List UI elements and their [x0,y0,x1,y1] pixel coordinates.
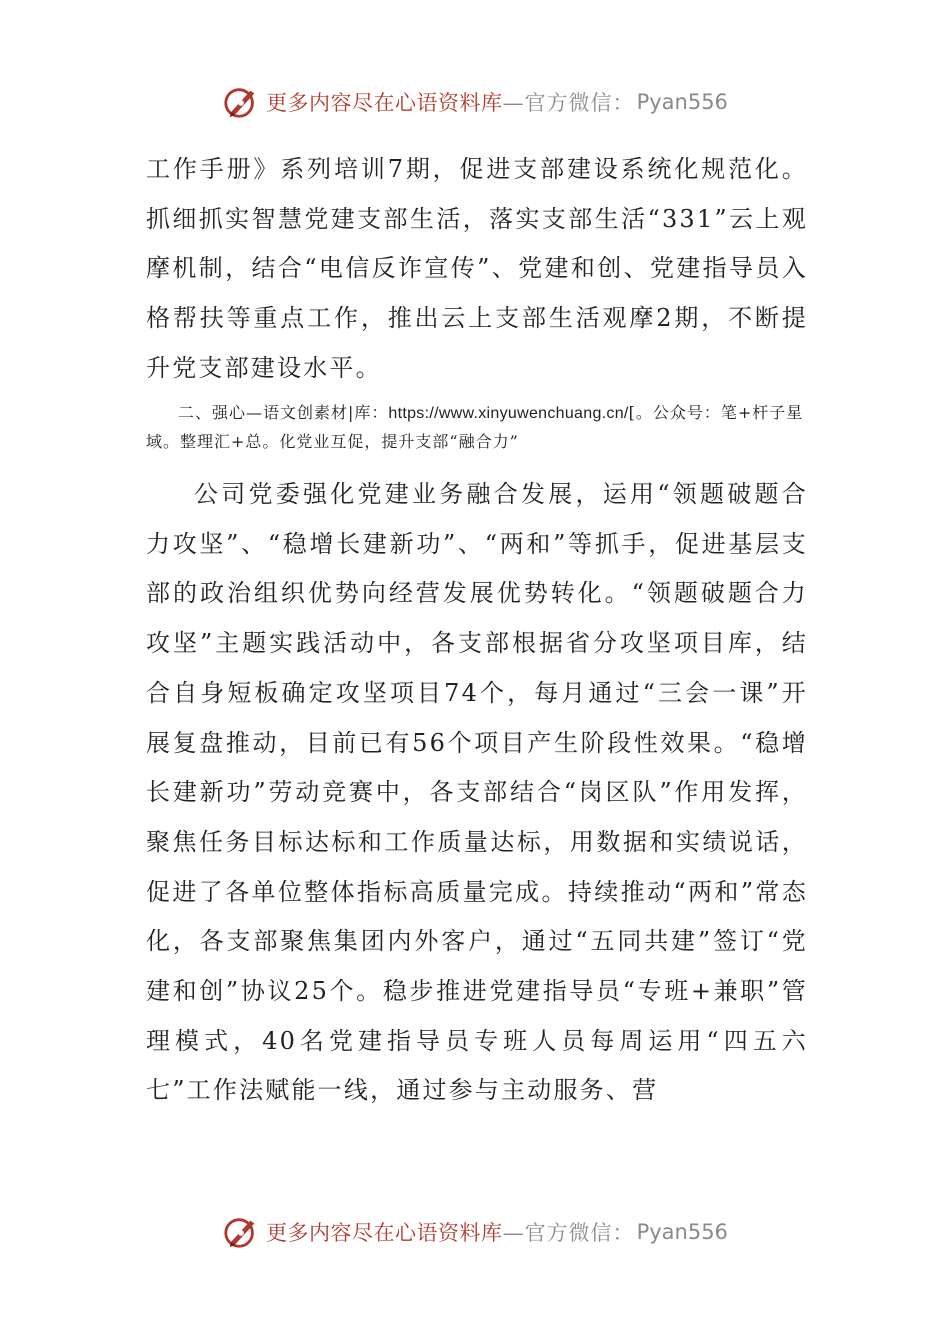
banner-wechat-label: —官方微信： [502,1221,635,1245]
banner-wechat-id: Pyan556 [636,90,728,114]
heading-part-2: [。公众号：笔+杆子星域。整理汇+总。化党业互促，提升支部“融合力” [146,403,804,451]
header-banner [0,82,950,122]
banner-wechat-id: Pyan556 [636,1220,728,1244]
footer-banner [0,1212,950,1252]
banner-wechat-label: —官方微信： [502,91,635,115]
pen-logo-icon [222,1213,260,1251]
pen-logo-icon [222,83,260,121]
heading-url: https://www.xinyuwenchuang.cn/ [388,405,629,422]
banner-title: 更多内容尽在心语资料库 [266,91,503,115]
body-paragraph-2: 公司党委强化党建业务融合发展，运用“领题破题合力攻坚”、“稳增长建新功”、“两和”等抓手，促进基层支部的政治组织优势向经营发展优势转化。“领题破题合力攻坚”主题实践活动中，各支部根据省分攻坚项目库，结合自身短板确定攻坚项目74个，每月通过“三会一课”开展复盘推动，目前已有56个项目产生阶段性效果。“稳增长建新功”劳动竞赛中，各支部结合“岗区队”作用发挥，聚焦任务目标达标和工作质量达标，用数据和实绩说话，促进了各单位整体指标高质量完成。持续推动“两和”常态化，各支部聚焦集团内外客户，通过“五同共建”签订“党建和创”协议25个。稳步推进党建指导员“专班+兼职”管理模式，40名党建指导员专班人员每周运用“四五六七”工作法赋能一线，通过参与主动服务、营 [146,480,808,1105]
banner-title: 更多内容尽在心语资料库 [266,1221,503,1245]
heading-part-1: 二、强心—语文创素材|库： [178,403,389,422]
section-heading [146,399,808,456]
body-paragraph-1: 工作手册》系列培训7期，促进支部建设系统化规范化。抓细抓实智慧党建支部生活，落实支部生活“331”云上观摩机制，结合“电信反诈宣传”、党建和创、党建指导员入格帮扶等重点工作，推出云上支部生活观摩2期，不断提升党支部建设水平。 [146,155,808,382]
